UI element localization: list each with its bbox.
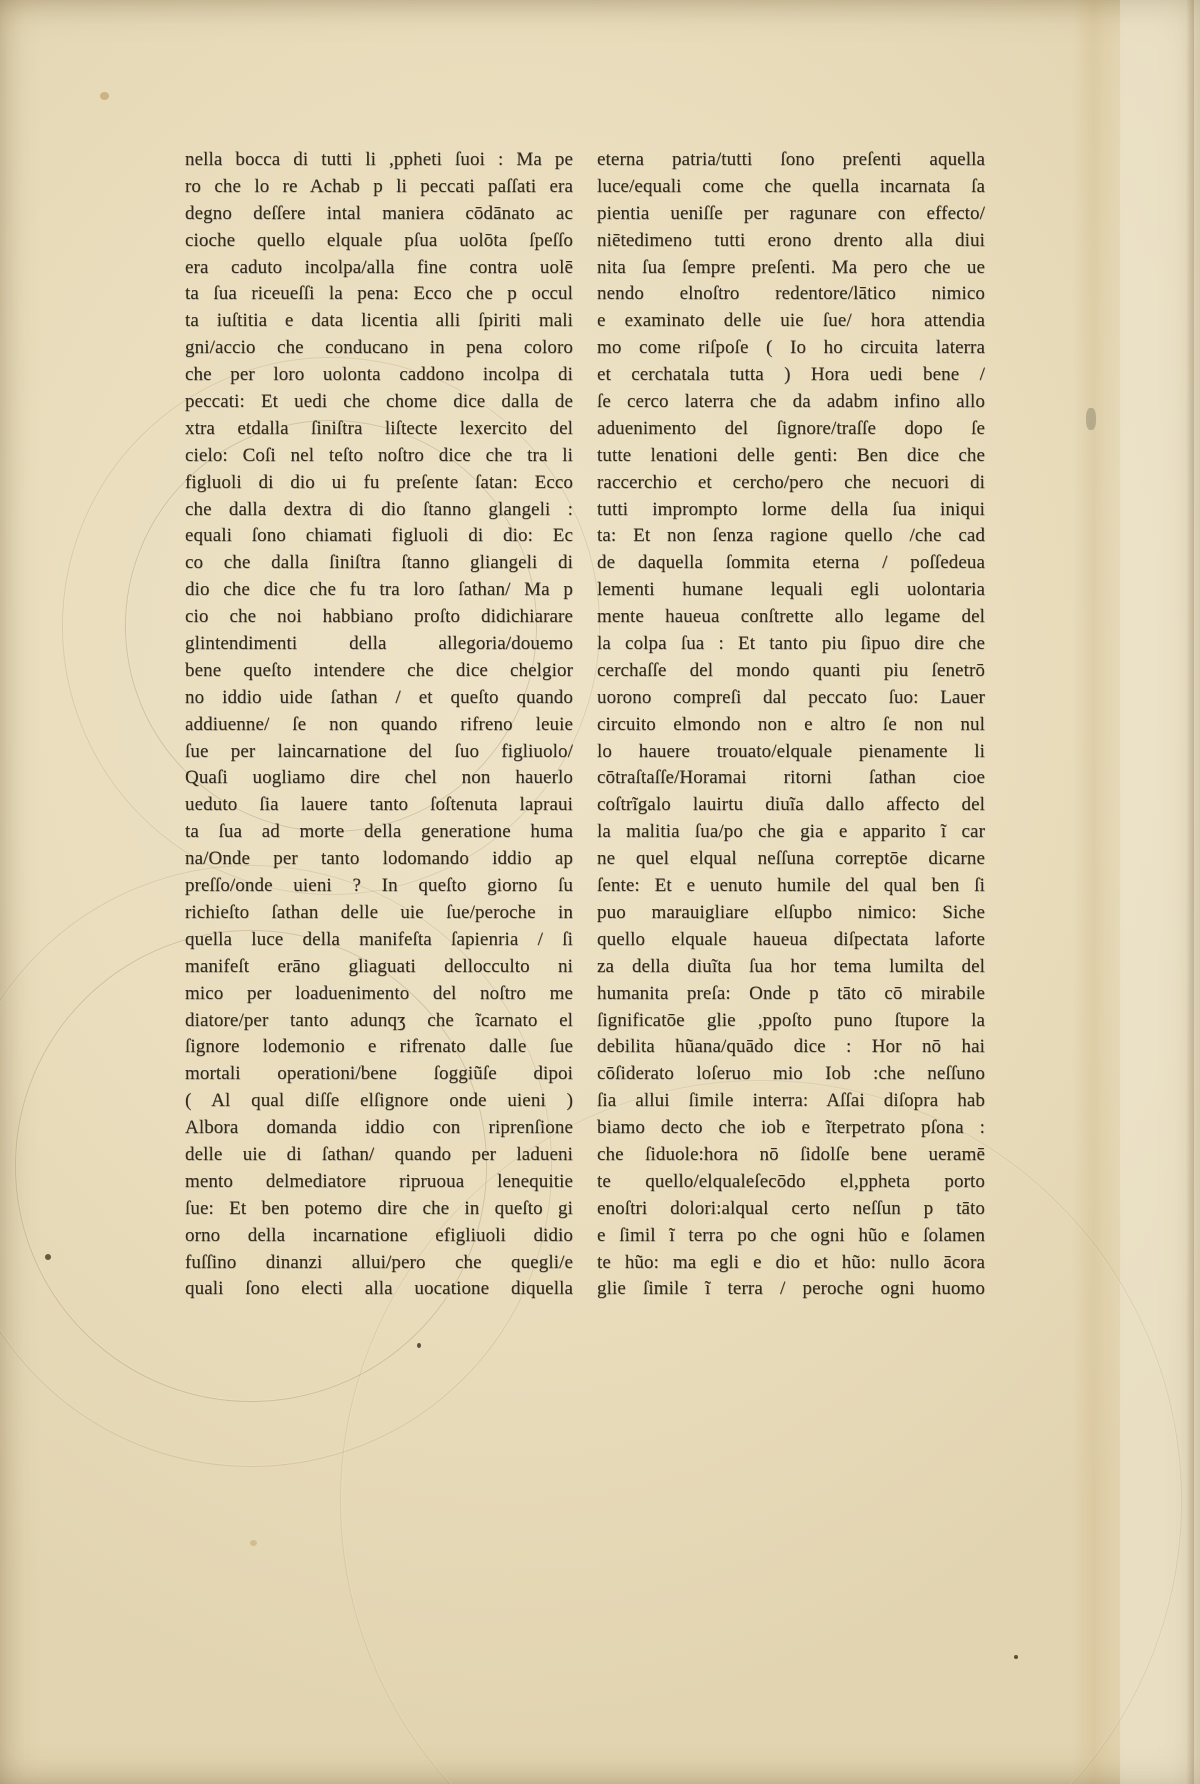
text-line: tutte lenationi delle genti: Ben dice che: [597, 444, 985, 466]
text-line: pientia ueniſſe per ragunare con effecto/: [597, 202, 985, 224]
text-line: puo marauigliare elſupbo nimico: Siche: [597, 901, 985, 923]
text-line: ta iuſtitia e data licentia alli ſpiriti mali: [185, 310, 573, 332]
text-line: quello elquale haueua diſpectata laforte: [597, 928, 985, 950]
text-line: la malitia ſua/po che gia e apparito ĩ car: [597, 821, 985, 843]
text-line: cielo: Coſi nel teſto noſtro dice che tra li: [185, 444, 573, 466]
text-line: de daquella ſommita eterna / poſſedeua: [597, 552, 985, 574]
text-line: e examinato delle uie ſue/ hora attendia: [597, 310, 985, 332]
text-line: ne quel elqual neſſuna correptōe dicarne: [597, 848, 985, 870]
text-line: tutti imprompto lorme della ſua iniqui: [597, 498, 985, 520]
page-edge-crease: [1186, 0, 1194, 1784]
text-line: ſue: Et ben potemo dire che in queſto gi: [185, 1197, 573, 1219]
text-line: glintendimenti della allegoria/douemo: [185, 633, 573, 655]
text-line: quella luce della manifeſta ſapienria / ſi: [185, 928, 573, 950]
text-line: mento delmediatore ripruoua lenequitie: [185, 1170, 573, 1192]
ink-speck: [417, 1343, 421, 1348]
text-line: mortali operationi/bene ſoggiũſe dipoi: [185, 1063, 573, 1085]
text-line: peccati: Et uedi che chome dice dalla de: [185, 391, 573, 413]
text-line: debilita hũana/quādo dice : Hor nō hai: [597, 1036, 985, 1058]
text-line: ſignore lodemonio e rifrenato dalle ſue: [185, 1036, 573, 1058]
text-line: ſente: Et e uenuto humile del qual ben ſi: [597, 875, 985, 897]
text-line: era caduto incolpa/alla fine contra uolē: [185, 256, 573, 278]
text-line: biamo decto che iob e ĩterpetrato pſona :: [597, 1117, 985, 1139]
text-line: niētedimeno tutti erono drento alla diui: [597, 229, 985, 251]
text-line: cōtraſtaſſe/Horamai ritorni ſathan cioe: [597, 767, 985, 789]
text-line: ta: Et non ſenza ragione quello /che cad: [597, 525, 985, 547]
text-line: ſe cerco laterra che da adabm infino allo: [597, 391, 985, 413]
text-line: manifeſt erāno gliaguati dellocculto ni: [185, 955, 573, 977]
text-line: ſue per laincarnatione del ſuo figliuolo/: [185, 740, 573, 762]
text-line: za della diuĩta ſua hor tema lumilta del: [597, 955, 985, 977]
text-line: Quaſi uogliamo dire chel non hauerlo: [185, 767, 573, 789]
text-line: nella bocca di tutti li ,ppheti ſuoi : Ma pe: [185, 149, 573, 170]
text-line: aduenimento del ſignore/traſſe dopo ſe: [597, 417, 985, 439]
text-line: nita ſua ſempre preſenti. Ma pero che ue: [597, 256, 985, 278]
text-line: mente haueua conſtrette allo legame del: [597, 606, 985, 628]
text-line: fuſſino dinanzi allui/pero che quegli/e: [185, 1251, 573, 1273]
text-line: addiuenne/ ſe non quando rifreno leuie: [185, 713, 573, 735]
text-line: luce/equali come che quella incarnata ſa: [597, 175, 985, 197]
text-line: te hũo: ma egli e dio et hũo: nullo ācora: [597, 1251, 985, 1273]
text-line: cōſiderato loſeruo mio Iob :che neſſuno: [597, 1063, 985, 1085]
text-line: cerchaſſe del mondo quanti piu ſenetrō: [597, 659, 985, 681]
text-line: ta ſua riceueſſi la pena: Ecco che p occul: [185, 283, 573, 305]
text-line: delle uie di ſathan/ quando per ladueni: [185, 1143, 573, 1165]
text-line: co che dalla ſiniſtra ſtanno gliangeli di: [185, 552, 573, 574]
text-line: lementi humane lequali egli uolontaria: [597, 579, 985, 601]
text-line: e ſimil ĩ terra po che ogni hũo e ſolamen: [597, 1224, 985, 1246]
text-column-left: [185, 147, 573, 1303]
text-line: cioche quello elquale pſua uolōta ſpeſſo: [185, 229, 573, 251]
ink-speck: [45, 1254, 51, 1260]
text-line: nendo elnoſtro redentore/lātico nimico: [597, 283, 985, 305]
text-line: mico per loaduenimento del noſtro me: [185, 982, 573, 1004]
text-line: humanita preſa: Onde p tāto cō mirabile: [597, 982, 985, 1004]
text-line: equali ſono chiamati figluoli di dio: Ec: [185, 525, 573, 547]
text-line: no iddio uide ſathan / et queſto quando: [185, 686, 573, 708]
text-column-right: [597, 147, 985, 1303]
text-line: degno deſſere intal maniera cōdānato ac: [185, 202, 573, 224]
text-line: ſignificatōe glie ,ppoſto puno ſtupore la: [597, 1009, 985, 1031]
text-line: dio che dice che fu tra loro ſathan/ Ma p: [185, 579, 573, 601]
text-line: diatore/per tanto adunqʒ che ĩcarnato el: [185, 1009, 573, 1031]
text-line: raccerchio et cercho/pero che necuori di: [597, 471, 985, 493]
text-line: coſtrĩgalo lauirtu diuĩa dallo affecto del: [597, 794, 985, 816]
text-line: ro che lo re Achab p li peccati paſſati era: [185, 175, 573, 197]
text-line: xtra etdalla ſiniſtra liſtecte lexercito del: [185, 417, 573, 439]
text-line: che dalla dextra di dio ſtanno glangeli :: [185, 498, 573, 520]
text-line: te quello/elqualeſecōdo el,ppheta porto: [597, 1170, 985, 1192]
text-line: et cerchatala tutta ) Hora uedi bene /: [597, 364, 985, 386]
text-line: cio che noi habbiano proſto didichiarare: [185, 606, 573, 628]
text-line: ueduto ſia lauere tanto ſoſtenuta lapraui: [185, 794, 573, 816]
text-line: Albora domanda iddio con riprenſione: [185, 1117, 573, 1139]
text-line: circuito elmondo non e altro ſe non nul: [597, 713, 985, 735]
text-line: na/Onde per tanto lodomando iddio ap: [185, 848, 573, 870]
ink-speck: [1014, 1655, 1018, 1659]
text-line: gni/accio che conducano in pena coloro: [185, 337, 573, 359]
text-line: che per loro uolonta caddono incolpa di: [185, 364, 573, 386]
text-line: preſſo/onde uieni ? In queſto giorno ſu: [185, 875, 573, 897]
text-line: uorono compreſi dal peccato ſuo: Lauer: [597, 686, 985, 708]
text-line: figluoli di dio ui fu preſente ſatan: Ecco: [185, 471, 573, 493]
text-line: mo come riſpoſe ( Io ho circuita laterra: [597, 337, 985, 359]
text-line: lo hauere trouato/elquale pienamente li: [597, 740, 985, 762]
text-line: che ſiduole:hora nō ſidolſe bene ueramē: [597, 1143, 985, 1165]
text-line: ſia allui ſimile interra: Aſſai diſopra hab: [597, 1090, 985, 1112]
foxing-spot: [100, 92, 109, 100]
foxing-spot: [250, 1540, 257, 1546]
text-line: la colpa ſua : Et tanto piu ſipuo dire che: [597, 633, 985, 655]
text-line: eterna patria/tutti ſono preſenti aquella: [597, 149, 985, 170]
text-line: bene queſto intendere che dice chelgior: [185, 659, 573, 681]
text-line: enoſtri dolori:alqual certo neſſun p tāto: [597, 1197, 985, 1219]
text-line: orno della incarnatione efigliuoli didio: [185, 1224, 573, 1246]
text-line: ta ſua ad morte della generatione huma: [185, 821, 573, 843]
smudge-mark: [1086, 408, 1096, 430]
text-line: quali ſono electi alla uocatione diquella: [185, 1278, 573, 1300]
text-line: richieſto ſathan delle uie ſue/peroche in: [185, 901, 573, 923]
text-line: glie ſimile ĩ terra / peroche ogni huomo: [597, 1278, 985, 1300]
text-line: ( Al qual diſſe elſignore onde uieni ): [185, 1090, 573, 1112]
